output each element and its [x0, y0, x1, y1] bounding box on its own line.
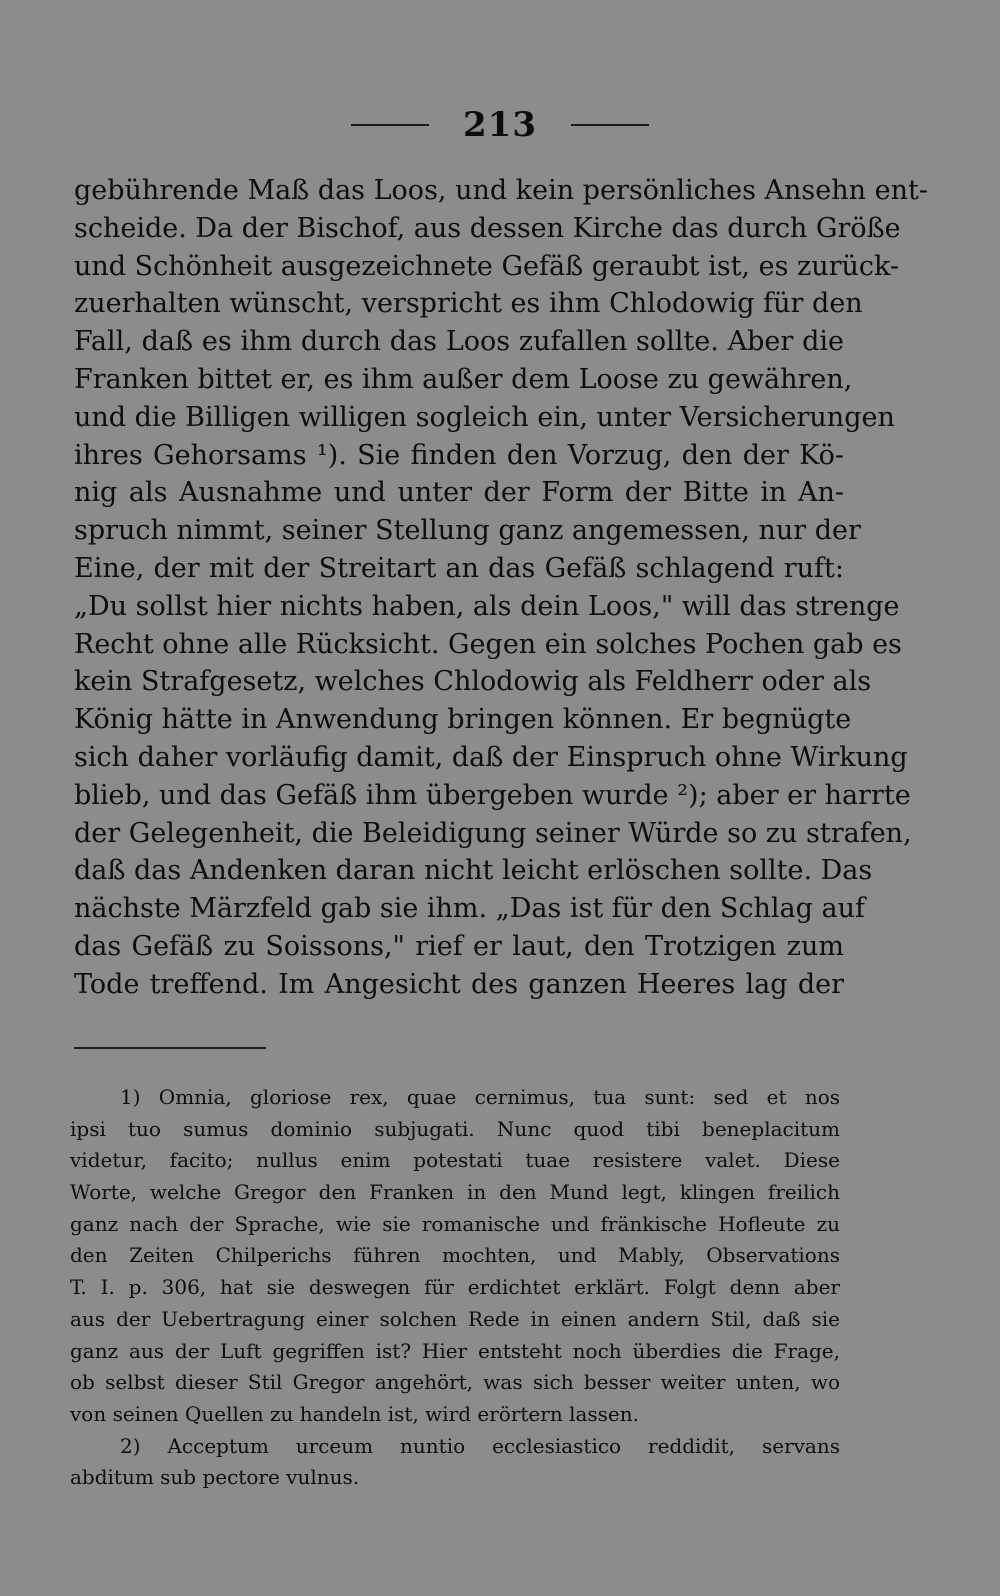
footnote-line: videtur, facito; nullus enim potestati tuae resistere valet. Diese — [70, 1148, 840, 1173]
footnote-line: Worte, welche Gregor den Franken in den Mund legt, klingen freilich — [70, 1180, 840, 1205]
footnote-line: ganz nach der Sprache, wie sie romanische und fränkische Hofleute zu — [70, 1211, 840, 1236]
text-line: „Du sollst hier nichts haben, als dein Loos," will das strenge — [74, 590, 900, 622]
text-line: kein Strafgesetz, welches Chlodowig als Feldherr oder als — [74, 666, 872, 698]
footnote-line: abditum sub pectore vulnus. — [70, 1465, 360, 1490]
text-line: und die Billigen willigen sogleich ein, unter Versicherungen — [74, 401, 895, 433]
text-line: Fall, daß es ihm durch das Loos zufallen sollte. Aber die — [74, 326, 844, 358]
footnote-line: 2) Acceptum urceum nuntio ecclesiastico reddidit, servans — [120, 1433, 840, 1458]
text-line: gebührende Maß das Loos, und kein persönliches Ansehn ent- — [74, 175, 928, 206]
text-line: das Gefäß zu Soissons," rief er laut, den Trotzigen zum — [74, 930, 844, 962]
header-rule-right — [571, 124, 649, 126]
text-line: blieb, und das Gefäß ihm übergeben wurde ²); aber er harrte — [74, 779, 911, 811]
page-header — [0, 100, 1000, 150]
header-rule-left — [351, 124, 429, 126]
text-line: spruch nimmt, seiner Stellung ganz angemessen, nur der — [74, 515, 861, 547]
text-line: nächste Märzfeld gab sie ihm. „Das ist für den Schlag auf — [74, 893, 865, 925]
text-line: Recht ohne alle Rücksicht. Gegen ein solches Pochen gab es — [74, 628, 902, 660]
text-line: Tode treffend. Im Angesicht des ganzen Heeres lag der — [74, 968, 844, 1000]
text-line: Eine, der mit der Streitart an das Gefäß schlagend ruft: — [74, 552, 844, 584]
text-line: der Gelegenheit, die Beleidigung seiner Würde so zu strafen, — [74, 817, 912, 849]
text-line: zuerhalten wünscht, verspricht es ihm Chlodowig für den — [74, 288, 863, 320]
footnotes — [70, 1082, 840, 1494]
text-line: ihres Gehorsams ¹). Sie finden den Vorzug, den der Kö- — [74, 439, 844, 471]
footnote-line: aus der Uebertragung einer solchen Rede in einen andern Stil, daß sie — [70, 1306, 840, 1331]
text-line: und Schönheit ausgezeichnete Gefäß geraubt ist, es zurück- — [74, 250, 900, 282]
text-line: scheide. Da der Bischof, aus dessen Kirche das durch Größe — [74, 212, 901, 244]
main-text — [74, 172, 928, 1004]
text-line: Franken bittet er, es ihm außer dem Loose zu gewähren, — [74, 363, 853, 395]
footnote-line: 1) Omnia, gloriose rex, quae cernimus, tua sunt: sed et nos — [120, 1085, 840, 1109]
text-line: daß das Andenken daran nicht leicht erlöschen sollte. Das — [74, 855, 873, 887]
footnote-line: von seinen Quellen zu handeln ist, wird erörtern lassen. — [70, 1401, 639, 1426]
footnote-line: den Zeiten Chilperichs führen mochten, und Mably, Observations — [70, 1243, 840, 1268]
footnote-separator — [74, 1047, 266, 1049]
text-line: sich daher vorläufig damit, daß der Einspruch ohne Wirkung — [74, 741, 908, 773]
footnote-line: ganz aus der Luft gegriffen ist? Hier entsteht noch überdies die Frage, — [70, 1338, 840, 1363]
text-line: König hätte in Anwendung bringen können. Er begnügte — [74, 704, 852, 736]
text-line: nig als Ausnahme und unter der Form der Bitte in An- — [74, 477, 844, 509]
footnote-line: ob selbst dieser Stil Gregor angehört, was sich besser weiter unten, wo — [70, 1370, 840, 1395]
page-number: 213 — [463, 105, 537, 145]
footnote-line: T. I. p. 306, hat sie deswegen für erdichtet erklärt. Folgt denn aber — [70, 1275, 840, 1300]
footnote-line: ipsi tuo sumus dominio subjugati. Nunc quod tibi beneplacitum — [70, 1116, 840, 1141]
